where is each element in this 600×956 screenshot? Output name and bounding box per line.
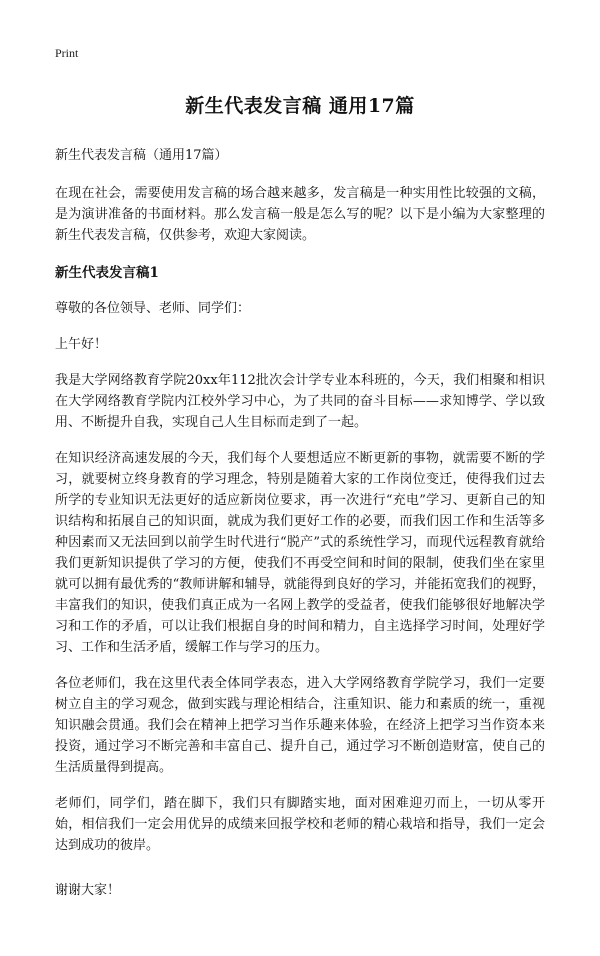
greeting-paragraph: 上午好！ xyxy=(55,337,108,352)
body-paragraph: 我是大学网络教育学院20xx年112批次会计学专业本科班的，今天，我们相聚和相识在大学网络教育学院内江校外学习中心，为了共同的奋斗目标——求知博学、学以致用、不断提升自我，实现自己人生目标而走到了一起。 xyxy=(55,373,545,430)
body-paragraph: 各位老师们，我在这里代表全体同学表态，进入大学网络教育学院学习，我们一定要树立自主的学习观念，做到实践与理论相结合，注重知识、能力和素质的统一，重视知识融会贯通。我们会在精神上把学习当作乐趣来体验，在经济上把学习当作资本来投资，通过学习不断完善和丰富自己、提升自己，通过学习不断创造财富，使自己的生活质量得到提高。 xyxy=(55,676,545,775)
salutation-paragraph: 尊敬的各位领导、老师、同学们： xyxy=(55,301,251,316)
section-heading: 新生代表发言稿1 xyxy=(55,265,159,281)
closing-paragraph: 谢谢大家！ xyxy=(55,883,121,898)
intro-paragraph: 在现在社会，需要使用发言稿的场合越来越多，发言稿是一种实用性比较强的文稿，是为演讲准备的书面材料。那么发言稿一般是怎么写的呢？以下是小编为大家整理的新生代表发言稿，仅供参考，欢迎大家阅读。 xyxy=(55,186,545,243)
body-paragraph: 在知识经济高速发展的今天，我们每个人要想适应不断更新的事物，就需要不断的学习，就要树立终身教育的学习理念，特别是随着大家的工作岗位变迁，使得我们过去所学的专业知识无法更好的适应新岗位要求，再一次进行“充电”学习、更新自己的知识结构和拓展自己的知识面，就成为我们更好工作的必要，而我们因工作和生活等多种因素而又无法回到以前学生时代进行“脱产”式的系统性学习，而现代远程教育就给我们更新知识提供了学习的方便，使我们不再受空间和时间的限制，使我们坐在家里就可以拥有最优秀的“教师讲解和辅导，就能得到良好的学习，并能拓宽我们的视野，丰富我们的知识，使我们真正成为一名网上教学的受益者，使我们能够很好地解决学习和工作的矛盾，可以让我们根据自身的时间和精力，自主选择学习时间，处理好学习、工作和生活矛盾，缓解工作与学习的压力。 xyxy=(55,451,545,655)
print-link[interactable]: Print xyxy=(55,46,79,60)
body-paragraph: 老师们，同学们，踏在脚下，我们只有脚踏实地，面对困难迎刃而上，一切从零开始，相信我们一定会用优异的成绩来回报学校和老师的精心栽培和指导，我们一定会达到成功的彼岸。 xyxy=(55,796,545,853)
document-title: 新生代表发言稿 通用17篇 xyxy=(185,95,415,117)
document-subtitle: 新生代表发言稿（通用17篇） xyxy=(55,148,228,163)
